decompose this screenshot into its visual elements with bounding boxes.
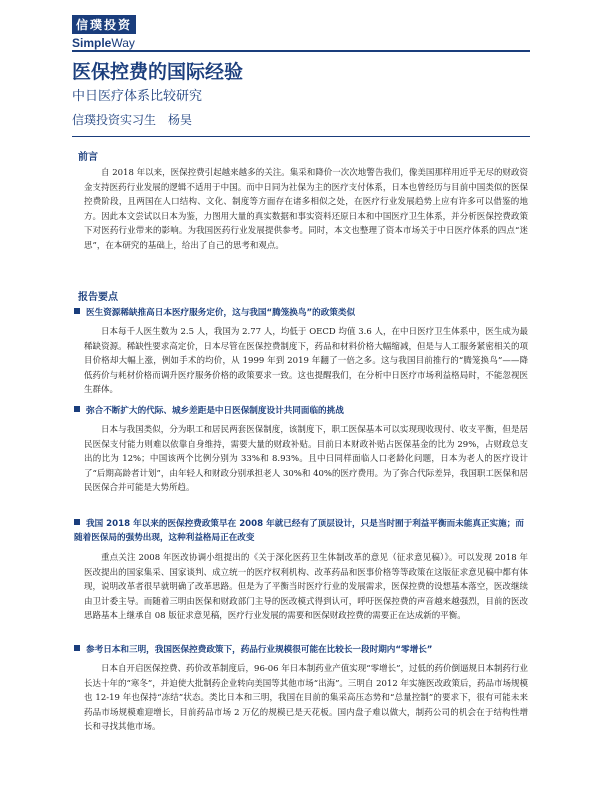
author-line: 信璞投资实习生 杨昊 [72,113,193,127]
logo-english [72,36,136,50]
key-point-text: 日本每千人医生数为 2.5 人，我国为 2.77 人，均低于 OECD 均值 3.6 人，在中日医疗卫生体系中，医生成为最稀缺资源。稀缺性要求高定价，日本尽管在医保控费制度下，药品和材料价格大幅缩减，但是与人工服务紧密相关的项目价格却大幅上涨，例如手术的均价，从 1999 年到 2019 年翻了一倍之多。这与我国目前推行的“腾笼换鸟”——降低药价与耗材价格而调升医疗服务价格的政策要求一致。这也提醒我们，在分析中日医疗市场利益格局时，不能忽视医生群体。 [84,327,528,396]
section-divider [72,136,530,137]
key-point-title: 医生资源稀缺推高日本医疗服务定价，这与我国“腾笼换鸟”的政策类似 [74,306,530,320]
key-point-title: 参考日本和三明，我国医保控费政策下，药品行业规模很可能在比较长一段时期内“零增长” [74,643,530,657]
bullet-square-icon [74,308,80,314]
preface-heading: 前言 [78,152,98,163]
bullet-square-icon [74,645,80,651]
key-point-title: 我国 2018 年以来的医保控费政策早在 2008 年就已经有了顶层设计，只是当时囿于利益平衡而未能真正实施；而随着医保局的强势出现，这种利益格局正在改变 [74,519,524,543]
key-point-text: 日本与我国类似，分为职工和居民两套医保制度，该制度下，职工医保基本可以实现现收现付、收支平衡，但是居民医保支付能力则难以依靠自身维持，需要大量的财政补贴。目前日本财政补贴占医保基金的比为 29%，占财政总支出的比为 12%；中国该两个比例分别为 33%和 8.93%。且中日同样面临人口老龄化问题，日本为老人的医疗设计了“后期高龄者计划”，由年轻人和财政分别承担老人 30%和 40%的医疗费用。为了弥合代际差异，我国职工医保和居民医保合并可能是大势所趋。 [84,425,528,494]
key-point-text: 重点关注 2008 年医改协调小组提出的《关于深化医药卫生体制改革的意见（征求意见稿）》。可以发现 2018 年医改提出的国家集采、国家谈判、成立统一的医疗权利机构、改革药品和医事价格等等政策在这版征求意见稿中都有体现，说明改革者很早就明确了改革思路。但是为了平衡当时医疗行业的发展需求，医保控费的设想基本落空，医改继续由卫计委主导。而随着三明由医保和财政部门主导的医改模式得到认可，呼吁医保控费的声音越来越强烈，目前的医改思路基本上继承自 08 版征求意见稿，医疗行业发展的需要和医保财政控费的需要正在达成新的平衡。 [84,553,528,622]
logo-english-way: Way [111,36,135,50]
brand-logo [72,14,136,50]
bullet-square-icon [74,519,80,525]
key-points-heading: 报告要点 [78,292,118,303]
key-point-text: 日本自开启医保控费、药价改革制度后，96-06 年日本制药业产值实现“零增长”，过低的药价倒逼规日本制药行业长达十年的“寒冬”，并迫使大批制药企业转向美国等其他市场“出海”。三明自 2012 年实施医改政策后，药品市场规模也 12-19 年也保持“冻结”状态。类比日本和三明，我国在目前的集采高压态势和“总量控制”的要求下，很有可能未来药品市场规模难迎增长，目前药品市场 2 万亿的规模已是天花板。国内盘子难以做大，制药公司的机会在于结构性增长和寻找其他市场。 [84,664,528,733]
key-point-title: 弥合不断扩大的代际、城乡差距是中日医保制度设计共同面临的挑战 [74,404,530,418]
header-rule [72,50,530,52]
preface-text: 自 2018 年以来，医保控费引起越来越多的关注。集采和降价一次次地警告我们，像美国那样用近乎无尽的财政资金支持医药行业发展的逻辑不适用于中国。而中日同为社保为主的医疗支付体系，日本也曾经历与目前中国类似的医保控费阶段，且两国在人口结构、文化、制度等方面存在诸多相似之处，在医疗行业发展趋势上应有许多可以借鉴的地方。因此本文尝试以日本为鉴，力图用大量的真实数据和事实资料还原日本和中国医疗卫生体系，并分析医保控费政策下对医药行业带来的影响。为我国医药行业发展提供参考。同时，本文也整理了资本市场关于中日医疗体系的四点“迷思”，在本研究的基础上，给出了自己的思考和观点。 [84,168,528,251]
logo-chinese: 信璞投资 [72,15,136,34]
bullet-square-icon [74,406,80,412]
page-title: 医保控费的国际经验 [72,61,244,83]
logo-english-simple: Simple [72,36,112,50]
page-subtitle: 中日医疗体系比较研究 [72,89,203,104]
